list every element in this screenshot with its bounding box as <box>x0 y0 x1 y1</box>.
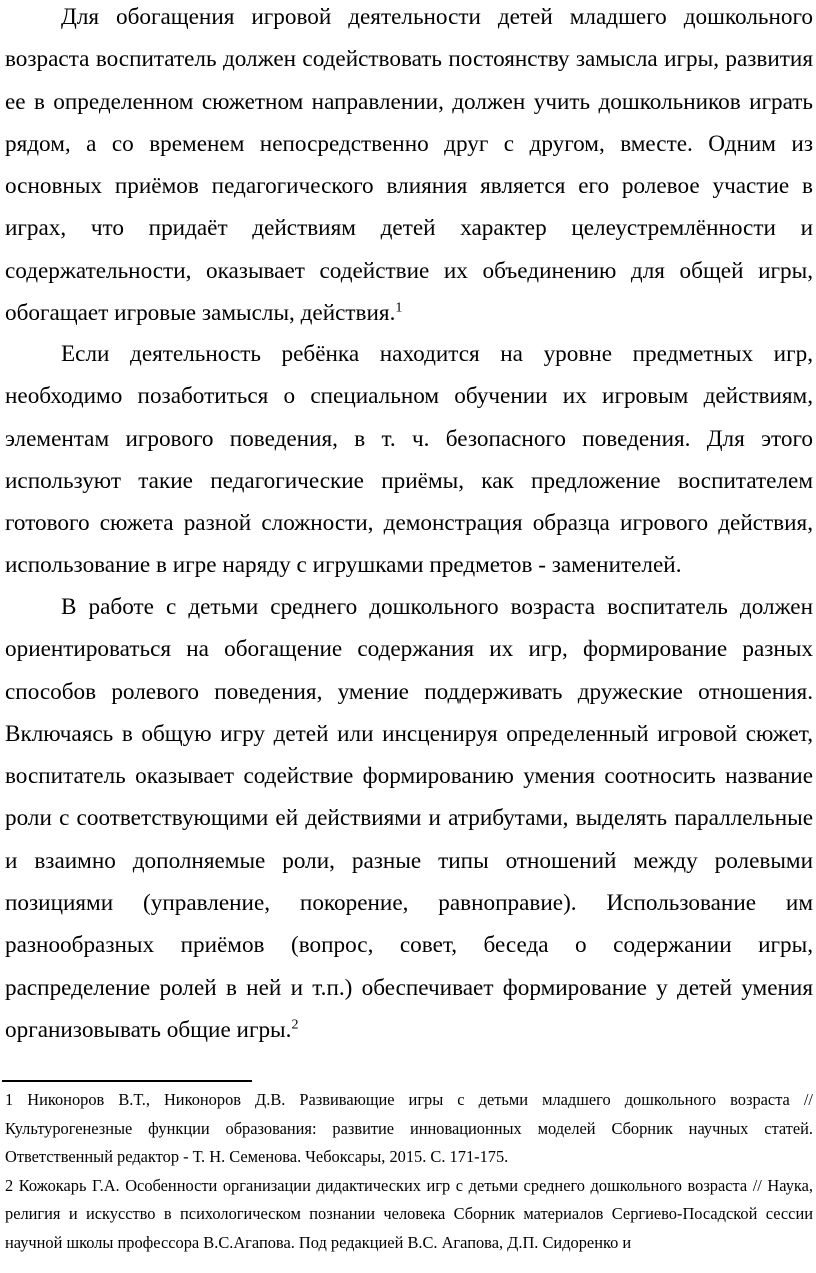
footnote-separator <box>2 1080 252 1082</box>
paragraph-3-text: В работе с детьми среднего дошкольного возраста воспитатель должен ориентироваться на обогащение содержания их игр, формирование разных способов ролевого поведения, умение поддерживать дружеские отношения. Включаясь в общую игру детей или инсценируя определенный игровой сюжет, воспитатель оказывает содействие формированию умения соотносить название роли с соответствующими ей действиями и атрибутами, выделять параллельные и взаимно дополняемые роли, разные типы отношений между ролевыми позициями (управление, покорение, равноправие). Использование им разнообразных приёмов (вопрос, совет, беседа о содержании игры, распределение ролей в ней и т.п.) обеспечивает формирование у детей умения организовывать общие игры. <box>5 594 813 1043</box>
footnote-2: 2 Кожокарь Г.А. Особенности организации дидактических игр с детьми среднего дошкольного возраста // Наука, религия и искусство в психологическом познании человека Сборник материалов Сергиево-Посадской сессии научной школы профессора В.С.Агапова. Под редакцией В.С. Агапова, Д.П. Сидоренко и <box>5 1175 813 1252</box>
footnote-1: 1 Никоноров В.Т., Никоноров Д.В. Развивающие игры с детьми младшего дошкольного возраста // Культурогенезные функции образования: развитие инновационных моделей Сборник научных статей. Ответственный редактор - Т. Н. Семенова. Чебоксары, 2015. С. 171-175. <box>5 1090 813 1167</box>
body-paragraph-2 <box>5 333 813 587</box>
footnotes-section <box>5 1086 813 1258</box>
footnote-ref-2[interactable]: 2 <box>291 1017 299 1033</box>
footnote-ref-1[interactable]: 1 <box>395 300 403 316</box>
body-paragraph-3 <box>5 586 813 1051</box>
paragraph-1-text: Для обогащения игровой деятельности детей младшего дошкольного возраста воспитатель должен содействовать постоянству замысла игры, развития ее в определенном сюжетном направлении, должен учить дошкольников играть рядом, а со временем непосредственно друг с другом, вместе. Одним из основных приёмов педагогического влияния является его ролевое участие в играх, что придаёт действиям детей характер целеустремлённости и содержательности, оказывает содействие их объединению для общей игры, обогащает игровые замыслы, действия. <box>5 4 813 327</box>
body-paragraph-1 <box>5 0 813 334</box>
paragraph-2-text: Если деятельность ребёнка находится на уровне предметных игр, необходимо позаботиться о специальном обучении их игровым действиям, элементам игрового поведения, в т. ч. безопасного поведения. Для этого используют такие педагогические приёмы, как предложение воспитателем готового сюжета разной сложности, демонстрация образца игрового действия, использование в игре наряду с игрушками предметов - заменителей. <box>5 341 813 579</box>
